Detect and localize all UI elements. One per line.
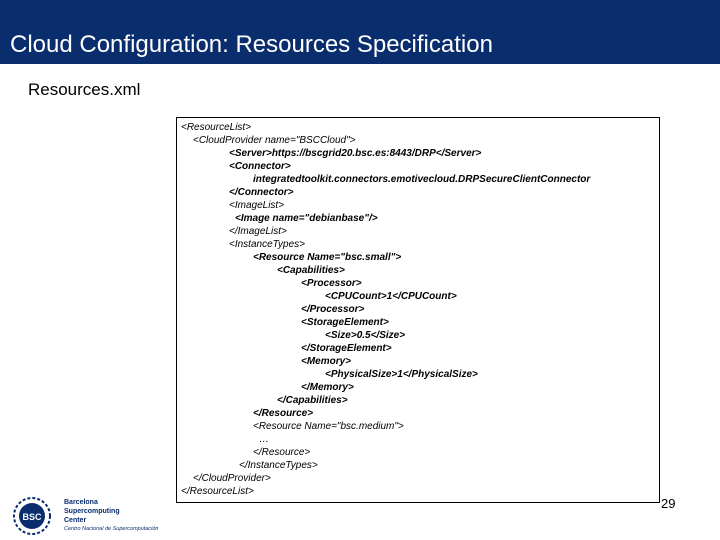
bsc-logo [12,494,182,538]
code-line: <CloudProvider name="BSCCloud"> [193,135,356,146]
code-line: </Connector> [229,187,294,198]
code-line: </ImageList> [229,226,287,237]
code-line: </Processor> [301,304,365,315]
code-line: <PhysicalSize>1</PhysicalSize> [325,369,478,380]
code-line: <ImageList> [229,200,285,211]
logo-badge-text: BSC [22,512,42,522]
logo-line-3: Center [64,517,87,524]
code-line: <ResourceList> [181,122,252,133]
file-name-label: Resources.xml [28,80,141,99]
code-line: <Memory> [301,356,352,367]
code-line: </CloudProvider> [193,473,271,484]
bsc-logo-icon [12,496,52,536]
code-line: </Memory> [301,382,354,393]
code-line: <Processor> [301,278,362,289]
slide-header [0,0,720,64]
code-line: </Resource> [253,447,311,458]
code-line: … [259,434,269,445]
code-line: </ResourceList> [181,486,254,497]
slide-title: Cloud Configuration: Resources Specification [10,31,493,58]
code-line: </StorageElement> [301,343,392,354]
xml-code-box [176,117,660,503]
code-line: <Image name="debianbase"/> [235,213,378,224]
code-line: </InstanceTypes> [239,460,318,471]
logo-line-2: Supercomputing [64,508,120,515]
logo-line-1: Barcelona [64,499,98,506]
code-line: <Capabilities> [277,265,345,276]
code-line: <Server>https://bscgrid20.bsc.es:8443/DRP</Server> [229,148,482,159]
code-line: <Connector> [229,161,291,172]
code-line: </Capabilities> [277,395,348,406]
code-line: <Size>0.5</Size> [325,330,406,341]
logo-line-4: Centro Nacional de Supercomputación [64,526,159,532]
code-line: <StorageElement> [301,317,389,328]
code-line: integratedtoolkit.connectors.emotivecloud.DRPSecureClientConnector [253,174,591,185]
code-line: </Resource> [253,408,314,419]
page-number: 29 [661,496,676,511]
code-line: <CPUCount>1</CPUCount> [325,291,457,302]
code-line: <InstanceTypes> [229,239,305,250]
code-line: <Resource Name="bsc.small"> [253,252,402,263]
code-line: <Resource Name="bsc.medium"> [253,421,404,432]
